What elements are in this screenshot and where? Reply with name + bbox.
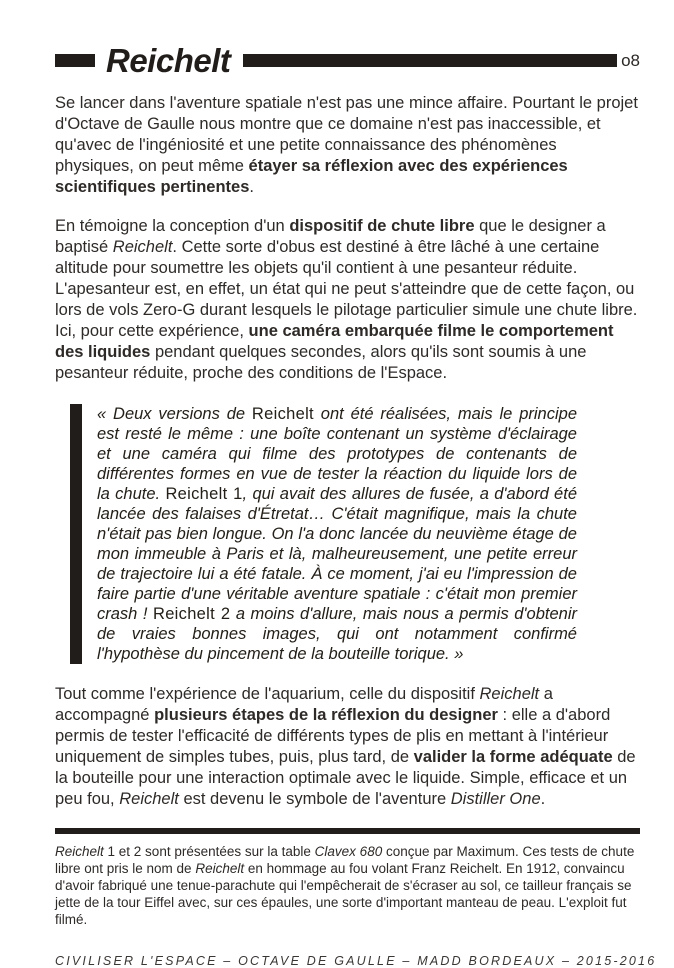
page-title: Reichelt (106, 42, 231, 79)
paragraph-conclusion: Tout comme l'expérience de l'aquarium, celle du dispositif Reichelt a accompagné plusieurs étapes de la réflexion du designer : elle a d'abord permis de tester l'efficacité de différents types de plis en mettant à l'intérieur uniquement de simples tubes, puis, plus tard, de valider la forme adéquate de la bouteille pour une interaction optimale avec le liquide. Simple, efficace et un peu fou, Reichelt est devenu le symbole de l'aventure Distiller One. (55, 685, 636, 808)
page-header (55, 44, 640, 77)
footnote-text: Reichelt 1 et 2 sont présentées sur la table Clavex 680 conçue par Maximum. Ces tests de chute libre ont pris le nom de Reichelt en hommage au fou volant Franz Reichelt. En 1912, convaincu d'avoir fabriqué une tenue-parachute qui l'empêcherait de s'écraser au sol, ce tailleur français se jette de la tour Eiffel avec, sur ces épaules, une sorte d'important manteau de peau. L'exploit fut filmé. (55, 844, 635, 927)
footnote-divider (55, 828, 640, 834)
colophon-line: CIVILISER L'ESPACE – OCTAVE DE GAULLE – MADD BORDEAUX – 2015-2016 (55, 954, 657, 968)
article-body (55, 93, 640, 810)
paragraph-device: En témoigne la conception d'un dispositif de chute libre que le designer a baptisé Reichelt. Cette sorte d'obus est destiné à être lâché à une certaine altitude pour soumettre les objets qu'il contient à une pesanteur réduite. L'apesanteur est, en effet, un état qui ne peut s'atteindre que de cette façon, ou lors de vols Zero-G durant lesquels le pilotage particulier simule une chute libre. Ici, pour cette expérience, une caméra embarquée filme le comportement des liquides pendant quelques secondes, alors qu'ils sont soumis à une pesanteur réduite, proche des conditions de l'Espace. (55, 217, 638, 382)
designer-quote (70, 404, 640, 664)
quote-rule (70, 404, 82, 664)
page-number: o8 (621, 50, 640, 70)
page-footer (55, 843, 657, 968)
paragraph-intro: Se lancer dans l'aventure spatiale n'est pas une mince affaire. Pourtant le projet d'Octave de Gaulle nous montre que ce domaine n'est pas inaccessible, et qu'avec de l'ingéniosité et une petite connaissance des phénomènes physiques, on peut même étayer sa réflexion avec des expériences scientifiques pertinentes. (55, 94, 638, 196)
header-rule-left (55, 54, 95, 67)
quote-text: « Deux versions de Reichelt ont été réalisées, mais le principe est resté le même : une boîte contenant un système d'éclairage et une caméra qui filme des prototypes de contenants de différentes formes en vue de tester la réaction du liquide lors de la chute. Reichelt 1, qui avait des allures de fusée, a d'abord été lancée des falaises d'Étretat… C'était magnifique, mais la chute n'était pas bien longue. On l'a donc lancée du neuvième étage de mon immeuble à Paris et là, malheureusement, une petite erreur de trajectoire lui a été fatale. À ce moment, j'ai eu l'impression de faire partie d'une véritable aventure spatiale : c'était mon premier crash ! Reichelt 2 a moins d'allure, mais nous a permis d'obtenir de vraies bonnes images, qui ont notamment confirmé l'hypothèse du pincement de la bouteille torique. » (97, 405, 577, 663)
header-rule-right (243, 54, 617, 67)
